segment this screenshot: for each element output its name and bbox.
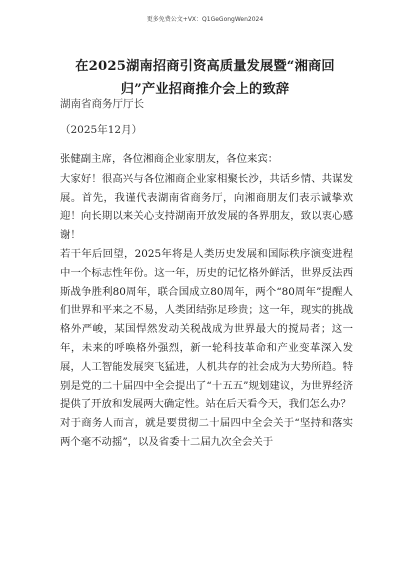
body-paragraph: 对于商务人而言，就是要贯彻二十届四中全会关于“坚持和落实两个毫不动摇”，以及省委十二届九次全会关于: [60, 417, 353, 448]
document-body: [60, 150, 353, 452]
body-paragraph: 若干年后回望，2025年将是人类历史发展和国际秩序演变进程中一个标志性年份。这一年，历史的记忆格外鲜活，世界反法西斯战争胜利80周年，联合国成立80周年，两个“80周年”提醒人们世界和平来之不易，人类团结弥足珍贵；这一年，现实的挑战格外严峻，某国悍然发动关税战成为世界最大的搅局者；这一年，未来的呼唤格外强烈，新一轮科技革命和产业变革深入发展，人工智能发展突飞猛进，人机共存的社会成为大势所趋。特别是党的二十届四中全会提出了“十五五”规划建议，为世界经济提供了开放和发展两大确定性。站在后天看今天，我们怎么办？: [60, 247, 353, 411]
document-title: 在2025湖南招商引资高质量发展暨“湘商回归”产业招商推介会上的致辞: [75, 59, 335, 97]
salutation-paragraph: 张健副主席，各位湘商企业家朋友，各位来宾：: [60, 153, 279, 165]
date-line: （2025年12月）: [60, 124, 143, 136]
header-note: 更多免费公文+VX：Q1GeGongWen2024: [146, 16, 264, 23]
body-paragraph: 大家好！很高兴与各位湘商企业家相聚长沙，共话乡情、共谋发展。首先，我谨代表湖南省商务厅，向湘商朋友们表示诚挚欢迎！向长期以来关心支持湖南开放发展的各界朋友，致以衷心感谢！: [60, 172, 353, 242]
author-line: 湖南省商务厅厅长: [60, 98, 144, 110]
